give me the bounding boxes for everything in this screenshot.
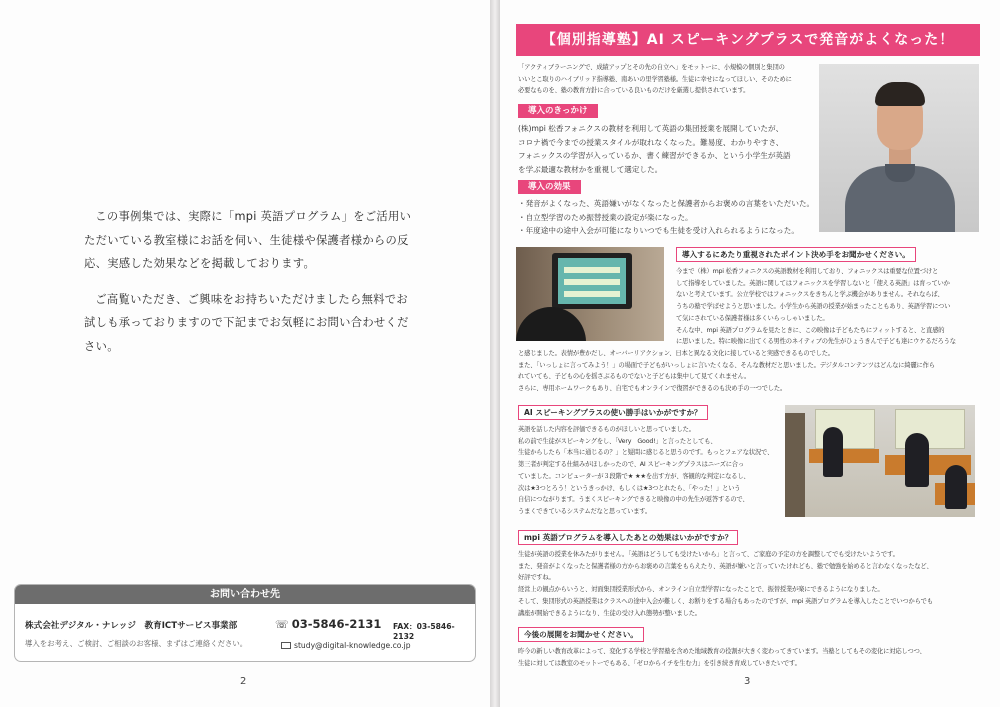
page-number-left: 2 bbox=[240, 676, 247, 687]
tablet-photo bbox=[516, 247, 664, 341]
classroom-photo bbox=[785, 405, 975, 517]
key-points-text bbox=[676, 266, 981, 348]
intro-text bbox=[84, 205, 414, 370]
trigger-line: を学ぶ最適な教材かを重視して選定した。 bbox=[518, 164, 663, 174]
results-line: 経営上の観点からいうと、対面集団授業形式から、オンライン自立型学習になったことで、振替授業が楽にできるようになりました。 bbox=[518, 586, 884, 594]
results-line: また、発音がよくなったと保護者様の方からお褒めの言葉をもらえたり、英語が嫌いと言っていたけれども、塾で勉強を始めると言わなくなったなど、 bbox=[518, 562, 933, 570]
usability-line: うまくできているシステムだなと思っています。 bbox=[518, 507, 651, 515]
key-points-line: と感じました。表情が豊かだし、オーバーリアクション、日本と異なる文化に接していると実感できるものでした。 bbox=[518, 350, 834, 357]
key-points-line: さらに、専用ホームワークもあり、自宅でもオンラインで復習ができるのも決め手の一つでした。 bbox=[518, 385, 787, 393]
future-line: 昨今の新しい教育改革によって、変化する学校と学習塾を含めた地域教育の役割が大きく変わってきています。当塾としてもその変化に対応しつつ、 bbox=[518, 648, 926, 655]
question-heading-usability: AI スピーキングプラスの使い勝手はいかがですか？ bbox=[518, 405, 708, 420]
fax-number: FAX：03-5846-2132 bbox=[393, 622, 455, 641]
book-gutter bbox=[490, 0, 500, 707]
usability-line: 私の前で生徒がスピーキングをし、「Very Good!」と言ったとしても、 bbox=[518, 437, 717, 445]
future-line: 生徒に対しては教室のモットーでもある、「ゼロからイチを生む力」を引き続き育成していきたいです。 bbox=[518, 659, 801, 667]
section-heading-effect: 導入の効果 bbox=[518, 180, 581, 194]
effect-text bbox=[518, 197, 818, 238]
key-points-text-wide bbox=[518, 348, 983, 395]
usability-line: 次は★3つとろう！というきっかけ、もしくは★3つとれたら、「やった！」という bbox=[518, 484, 741, 492]
intro-line: 「アクティブラーニングで、成績アップとその先の自立へ」をモットーに、小規模の個別と集団の bbox=[518, 64, 785, 71]
teacher-photo bbox=[819, 64, 979, 232]
contact-note: 導入をお考え、ご検討、ご相談のお客様、まずはご連絡ください。 bbox=[25, 639, 248, 648]
key-points-line: れていても、子どもの心を揺さぶるものでないと子どもは集中して見てくれません。 bbox=[518, 373, 751, 381]
email-link[interactable] bbox=[281, 641, 411, 650]
article-title: 【個別指導塾】AI スピーキングプラスで発音がよくなった！ bbox=[516, 24, 980, 56]
intro-block bbox=[518, 62, 818, 97]
usability-line: 第三者が判定する仕組みがほしかったので、AI スピーキングプラスはニーズに合っ bbox=[518, 461, 744, 469]
key-points-line: て気にされている保護者様は多くいらっしゃいました。 bbox=[676, 314, 829, 322]
key-points-line: に思いました。特に映像に出てくる男性のネイティブの先生がひょうきんで子ども達にウケるだろうな bbox=[676, 338, 956, 346]
key-points-line: うちの塾で学ばせようと思いました。小学生から英語の授業が始まったこともあり、英語学習につい bbox=[676, 303, 951, 311]
right-page bbox=[500, 0, 1000, 707]
trigger-text bbox=[518, 122, 818, 176]
effect-line: ・発音がよくなった、英語嫌いがなくなったと保護者からお褒めの言葉をいただいた。 bbox=[518, 199, 815, 208]
trigger-line: コロナ禍で今までの授業スタイルが取れなくなった。難易度、わかりやすさ、 bbox=[518, 137, 784, 147]
key-points-line: ないと考えています。公立学校ではフォニックスをきちんと学ぶ機会がありません。それならば、 bbox=[676, 291, 944, 299]
phone-icon: ☏ bbox=[275, 618, 289, 631]
intro-line: 必要なものを、塾の教育方針に合っている良いものだけを厳選し提供されています。 bbox=[518, 87, 750, 95]
contact-box bbox=[14, 584, 476, 662]
usability-line: ていました。コンピューターが３段階で★ ★★を出す方が、客観的な判定になるし、 bbox=[518, 472, 750, 480]
usability-line: 生徒からしたら「本当に通じるの？」と疑問に感じると思うのです。もっとフェアな状況で、 bbox=[518, 449, 774, 457]
usability-text bbox=[518, 424, 780, 518]
trigger-line: フォニックスの学習が入っているか、書く練習ができるか、という小学生が英語 bbox=[518, 151, 791, 160]
effect-line: ・年度途中の途中入会が可能になりいつでも生徒を受け入れられるようになった。 bbox=[518, 226, 799, 235]
section-heading-trigger: 導入のきっかけ bbox=[518, 104, 598, 118]
key-points-line: 今まで（株）mpi 松香フォニクスの英語教材を利用しており、フォニックスは重要な位置づけと bbox=[676, 268, 939, 275]
usability-line: 英語を話した内容を評価できるものがほしいと思っていました。 bbox=[518, 426, 695, 433]
contact-title: お問い合わせ先 bbox=[15, 585, 475, 604]
email-text: study@digital-knowledge.co.jp bbox=[294, 641, 411, 650]
intro-line: いいとこ取りのハイブリッド指導塾、南あいの里学習塾様。生徒に幸せになってほしい、そのために bbox=[518, 75, 792, 83]
company-name: 株式会社デジタル・ナレッジ 教育ICTサービス事業部 bbox=[25, 621, 238, 631]
key-points-line: また、「いっしょに言ってみよう！」の場面で子どもがいっしょに言いたくなる、そんな教材だと思いました。デジタルコンテンツはどんなに綺麗に作ら bbox=[518, 361, 935, 369]
key-points-line: そんな中、mpi 英語プログラムを見たときに、この映像は子どもたちにフィットすると、と直感的 bbox=[676, 326, 945, 334]
results-line: 好評ですね。 bbox=[518, 574, 555, 582]
page-number-right: 3 bbox=[744, 676, 751, 687]
usability-line: 自信につながります。うまくスピーキングできると映像の中の先生が返答するので、 bbox=[518, 496, 749, 504]
tel-text: 03-5846-2131 bbox=[291, 617, 382, 631]
trigger-line: (株)mpi 松香フォニクスの教材を利用して英語の集団授業を展開していたが、 bbox=[518, 124, 784, 133]
question-heading-results: mpi 英語プログラムを導入したあとの効果はいかがですか？ bbox=[518, 530, 738, 545]
results-line: そして、集団形式の英語授業はクラスへの途中入会が難しく、お断りをする場合もあったのですが、mpi 英語プログラムを導入したことでいつからでも bbox=[518, 597, 933, 605]
intro-paragraph-2: ご高覧いただき、ご興味をお持ちいただけましたら無料でお試しも承っておりますので下記までお気軽にお問い合わせください。 bbox=[84, 292, 409, 353]
future-text bbox=[518, 646, 986, 669]
question-heading-key-points: 導入するにあたり重視されたポイント決め手をお聞かせください。 bbox=[676, 247, 916, 262]
results-text bbox=[518, 549, 986, 619]
mail-icon bbox=[281, 642, 291, 649]
key-points-line: して指導をしていました。英語に関してはフォニックスを学習しないと「使える英語」は育っていか bbox=[676, 279, 950, 287]
intro-paragraph-1: この事例集では、実際に「mpi 英語プログラム」をご活用いただいている教室様にお話を伺い、生徒様や保護者様からの反応、実感した効果などを掲載しております。 bbox=[84, 210, 412, 270]
results-line: 講座が開始できるようになり、生徒の受け入れ態勢が整いました。 bbox=[518, 609, 701, 617]
phone-number[interactable] bbox=[275, 617, 381, 631]
question-heading-future: 今後の展開をお聞かせください。 bbox=[518, 627, 644, 642]
left-page bbox=[0, 0, 490, 707]
results-line: 生徒が英語の授業を休みたがりません。「英語はどうしても受けたいから」と言って、ご家庭の予定の方を調整してでも受けたいようです。 bbox=[518, 551, 899, 558]
effect-line: ・自立型学習のため振替授業の設定が楽になった。 bbox=[518, 212, 693, 222]
